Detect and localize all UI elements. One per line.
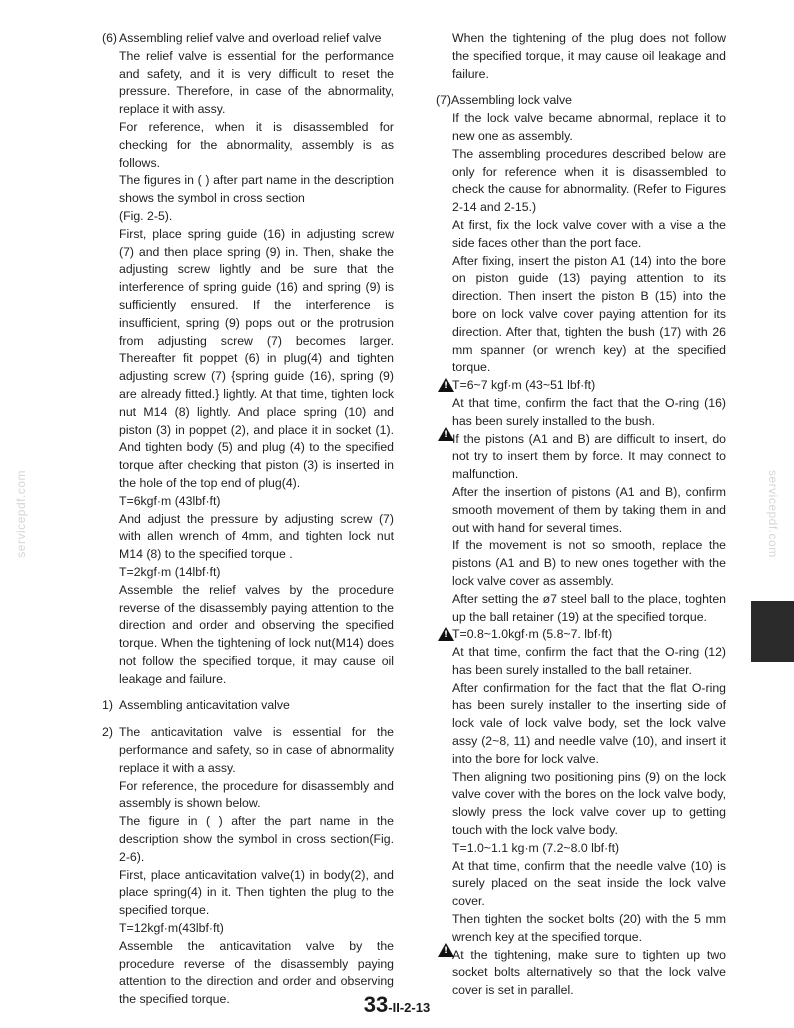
warning-pistons-text: If the pistons (A1 and B) are difficult to insert, do not try to insert them by force. It may connect to malfunction. <box>452 431 726 482</box>
section-7-title: (7)Assembling lock valve <box>436 93 572 108</box>
section-6-p3: The figures in ( ) after part name in the description shows the symbol in cross section <box>119 173 394 206</box>
torque-spec-5 <box>452 626 726 644</box>
warning-socket-bolts-text: At the tightening, make sure to tighten up two socket bolts alternatively so that the lock valve cover is set in parallel. <box>452 947 726 998</box>
section-7-p3: At first, fix the lock valve cover with a vise a the side faces other than the port face. <box>452 217 726 250</box>
section-6 <box>102 30 394 688</box>
section-2-p1: The anticavitation valve is essential for the performance and safety, so in case of abnormality replace it with a assy. <box>119 725 394 775</box>
warning-oring-bush <box>452 395 726 431</box>
section-1-title: Assembling anticavitation valve <box>119 698 290 713</box>
torque-spec-4-text: T=6~7 kgf·m (43~51 lbf·ft) <box>452 378 596 393</box>
section-6-p1: The relief valve is essential for the performance and safety, and it is very difficult to reset the pressure. Therefore, in case of the abnormality, replace it with assy. <box>119 48 394 117</box>
section-7-p11: At that time, confirm that the needle valve (10) is surely placed on the seat inside the lock valve cover. <box>452 858 726 909</box>
section-6-p6: And adjust the pressure by adjusting screw (7) with allen wrench of 4mm, and tighten lock nut M14 (8) to the specified torque . <box>119 511 394 562</box>
torque-spec-5-text: T=0.8~1.0kgf·m (5.8~7. lbf·ft) <box>452 627 613 642</box>
section-6-p5: First, place spring guide (16) in adjusting screw (7) and then place spring (9) in. Then, shake the adjusting screw lightly and be sure that the interference of spring guide (16) and spring (9) is sufficiently ensured. If the interference is insufficient, spring (9) pops out or the protrusion from adjusting screw (7) becomes larger. Thereafter fit poppet (6) in plug(4) and tighten adjusting screw (7) {spring guide (16), spring (9) are already fitted.} lightly. At that time, tighten lock nut M14 (8) lightly. And place spring (10) and piston (3) in poppet (2), and place it in socket (1). And tighten body (5) and plug (4) to the specified torque after checking that piston (3) is inserted in the hole of the top end of plug(4). <box>119 226 394 490</box>
warning-pistons <box>452 431 726 484</box>
warning-triangle-icon <box>438 943 454 957</box>
right-column <box>436 30 726 1000</box>
section-7-p10: Then aligning two positioning pins (9) on the lock valve cover with the bores on the lock valve body, slowly press the lock valve cover up to getting touch with the lock valve body. <box>452 769 726 838</box>
torque-spec-3: T=12kgf·m(43lbf·ft) <box>119 921 224 936</box>
section-2-p3: The figure in ( ) after the part name in the description show the symbol in cross section(Fig. 2-6). <box>119 814 394 864</box>
section-7-body <box>436 110 726 1000</box>
page-number-small: -II-2-13 <box>388 1000 431 1015</box>
section-7-p2: The assembling procedures described below are only for reference when it is disassembled to check the cause for abnormality. (Refer to Figures 2-14 and 2-15.) <box>452 146 726 215</box>
section-6-p2: For reference, when it is disassembled for checking for the abnormality, assembly is as follows. <box>119 119 394 170</box>
section-7-p9: After confirmation for the fact that the flat O-ring has been surely installer to the inserting side of lock vale of lock valve body, set the lock valve assy (2~8, 11) and needle valve (10), and insert it into the bore for lock valve. <box>452 680 726 766</box>
torque-spec-4 <box>452 377 726 395</box>
page-number-big: 33 <box>363 992 389 1017</box>
page-number <box>0 992 794 1018</box>
right-intro: When the tightening of the plug does not follow the specified torque, it may cause oil leakage and failure. <box>452 31 726 81</box>
section-2-p2: For reference, the procedure for disassembly and assembly is shown below. <box>119 778 394 811</box>
torque-spec-1: T=6kgf·m (43lbf·ft) <box>119 493 221 508</box>
section-7-p8: At that time, confirm the fact that the O-ring (12) has been surely installed to the ball retainer. <box>452 645 726 677</box>
warning-oring-bush-text: At that time, confirm the fact that the O-ring (16) has been surely installed to the bush. <box>452 395 726 428</box>
torque-spec-6: T=1.0~1.1 kg·m (7.2~8.0 lbf·ft) <box>452 840 620 855</box>
warning-triangle-icon <box>438 378 454 392</box>
warning-triangle-icon <box>438 427 454 441</box>
section-tab-marker <box>751 601 794 662</box>
section-6-p4: (Fig. 2-5). <box>119 208 173 223</box>
section-2-p4: First, place anticavitation valve(1) in body(2), and place spring(4) in it. Then tighten the plug to the specified torque. <box>119 867 394 918</box>
section-7-p12: Then tighten the socket bolts (20) with the 5 mm wrench key at the specified torque. <box>452 912 726 944</box>
section-6-title: Assembling relief valve and overload relief valve <box>119 31 382 45</box>
section-2 <box>102 724 394 1009</box>
section-7-p7: After setting the ø7 steel ball to the place, toghten up the ball retainer (19) at the specified torque. <box>452 591 726 624</box>
section-6-number: (6) <box>102 31 118 45</box>
section-7-p1: If the lock valve became abnormal, replace it to new one as assembly. <box>452 111 726 143</box>
section-7-p5: After the insertion of pistons (A1 and B), confirm smooth movement of them by taking them in and out with hand for several times. <box>452 484 726 535</box>
section-7-p6: If the movement is not so smooth, replace the pistons (A1 and B) to new ones together with the lock valve cover as assembly. <box>452 538 726 588</box>
section-7-p4: After fixing, insert the piston A1 (14) into the bore on piston guide (13) paying attention to its direction. Then insert the piston B (15) into the bore on lock valve cover paying attention for its direction. After that, tighten the bush (17) with 26 mm spanner (or wrench key) at the specified torque. <box>452 253 726 375</box>
section-2-number: 2) <box>102 725 113 740</box>
left-column <box>102 30 394 1009</box>
section-1-number: 1) <box>102 698 113 713</box>
section-6-p7: Assemble the relief valves by the procedure reverse of the disassembly paying attention to the direction and order and observing the specified torque. When the tightening of lock nut(M14) does not follow the specified torque, it may cause oil leakage and failure. <box>119 582 394 686</box>
watermark-left: servicepdf.com <box>14 470 28 558</box>
torque-spec-2: T=2kgf·m (14lbf·ft) <box>119 564 221 579</box>
warning-triangle-icon <box>438 627 454 641</box>
section-1-heading <box>102 697 394 715</box>
section-2-p5: Assemble the anticavitation valve by the procedure reverse of the disassembly paying attention to the direction and order and observing the specified torque. <box>119 938 394 1007</box>
watermark-right: servicepdf.com <box>766 470 780 558</box>
